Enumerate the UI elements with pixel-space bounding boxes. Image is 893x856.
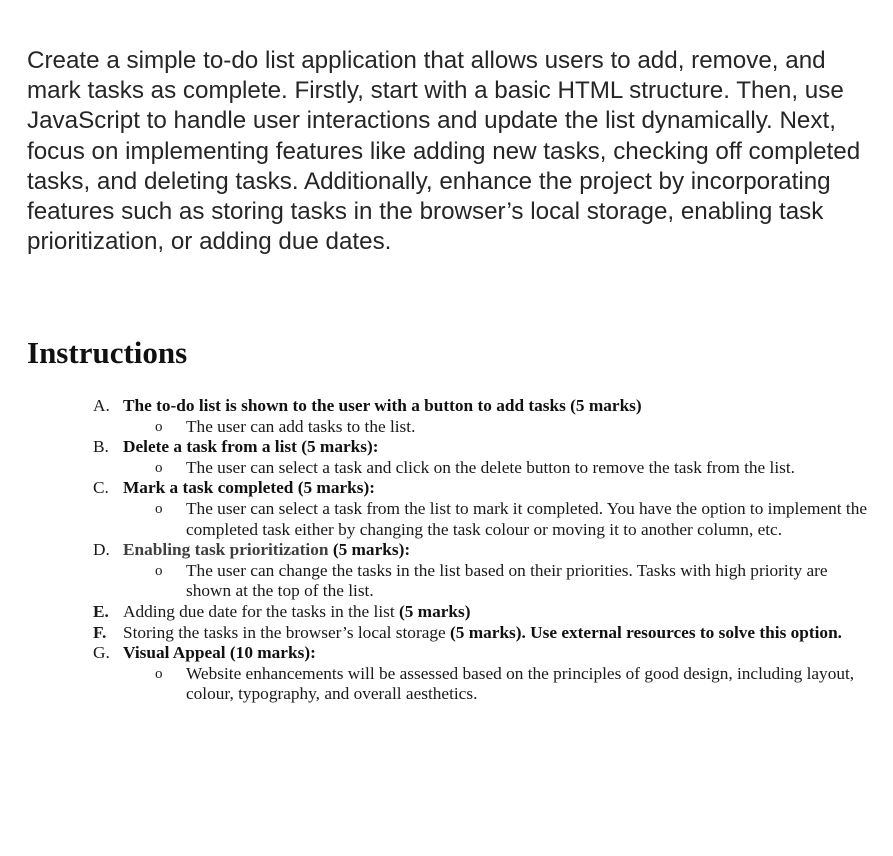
item-marker: A.: [93, 396, 110, 415]
item-marks: (5 marks):: [328, 540, 411, 560]
bullet-icon: o: [155, 459, 163, 476]
item-marks: (5 marks): [398, 601, 471, 621]
list-item-e: [0, 602, 868, 623]
bullet-icon: o: [155, 562, 163, 579]
sub-item-text: Website enhancements will be assessed based on the principles of good design, including layout, colour, typography, and overall aesthetics.: [186, 663, 855, 704]
bullet-icon: o: [155, 500, 163, 517]
sub-item-d: [0, 561, 876, 602]
instructions-heading: Instructions: [27, 335, 188, 370]
item-title: The to-do list is shown to the user with a button to add tasks (5 marks): [123, 396, 642, 415]
item-marks: (5 marks). Use external resources to solve this option.: [450, 622, 842, 642]
item-marker: D.: [93, 540, 110, 560]
sub-item-a: [0, 417, 876, 438]
sub-item-text: The user can add tasks to the list.: [186, 416, 416, 436]
list-item-g: [0, 643, 868, 664]
item-text: Adding due date for the tasks in the list: [123, 601, 399, 621]
bullet-icon: o: [155, 418, 163, 435]
list-item-c: [0, 478, 868, 499]
sub-item-b: [0, 458, 876, 479]
item-marker: C.: [93, 478, 109, 498]
item-marker: G.: [93, 643, 110, 663]
item-marker: E.: [93, 601, 109, 621]
bullet-icon: o: [155, 665, 163, 682]
item-title: Delete a task from a list (5 marks):: [123, 437, 379, 457]
item-title: Visual Appeal (10 marks):: [123, 643, 316, 663]
item-title: Mark a task completed (5 marks):: [123, 478, 375, 498]
instructions-list: [0, 396, 893, 705]
item-marker: B.: [93, 437, 109, 457]
list-item-d: [0, 540, 868, 561]
sub-item-c: [0, 499, 876, 540]
item-marker: F.: [93, 622, 107, 642]
sub-item-text: The user can select a task from the list to mark it completed. You have the option to implement the completed task either by changing the task colour or moving it to another column, etc.: [186, 498, 868, 539]
list-item-f: [0, 623, 868, 644]
list-item-a: [0, 396, 868, 417]
intro-paragraph: Create a simple to-do list application that allows users to add, remove, and mark tasks as complete. Firstly, start with a basic HTML structure. Then, use JavaScript to handle user interactions and update the list dynamically. Next, focus on implementing features like adding new tasks, checking off completed tasks, and deleting tasks. Additionally, enhance the project by incorporating features such as storing tasks in the browser’s local storage, enabling task prioritization, or adding due dates.: [27, 47, 861, 256]
list-item-b: [0, 437, 868, 458]
sub-item-g: [0, 664, 876, 705]
sub-item-text: The user can change the tasks in the list based on their priorities. Tasks with high priority are shown at the top of the list.: [186, 560, 828, 601]
item-text: Storing the tasks in the browser’s local storage: [123, 622, 451, 642]
item-title: Enabling task prioritization: [123, 540, 329, 560]
sub-item-text: The user can select a task and click on the delete button to remove the task from the list.: [186, 457, 795, 477]
